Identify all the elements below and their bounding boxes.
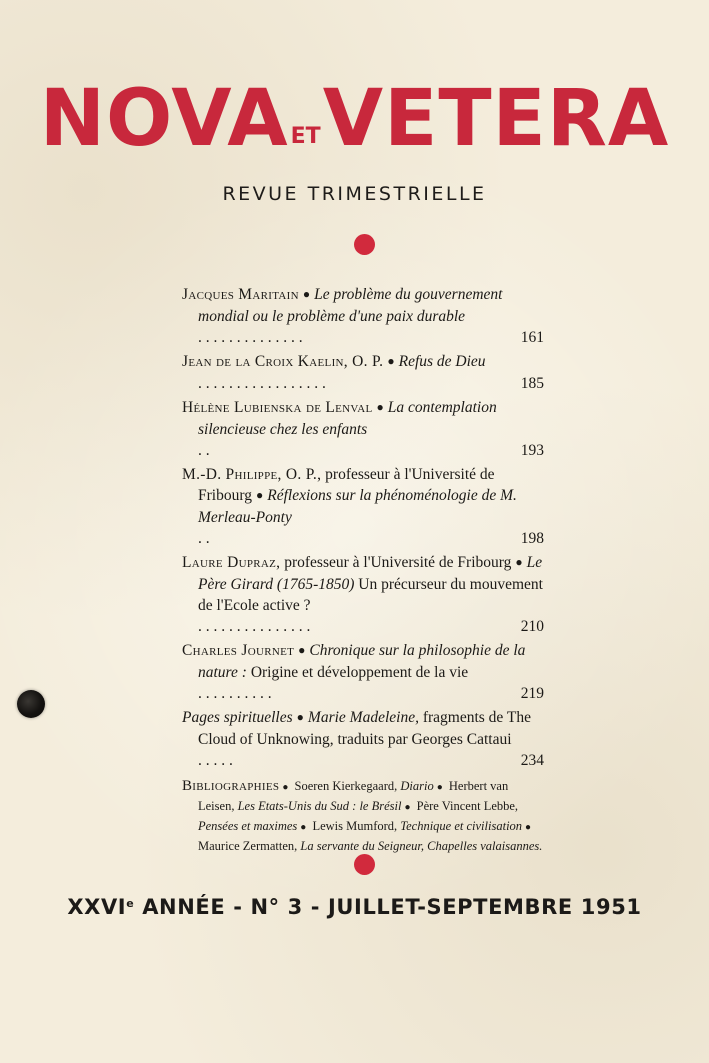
toc-leader-line (198, 750, 544, 771)
toc-dot-leader: . . . . . . . . . . (198, 685, 272, 702)
issue-info: ANNÉE - N° 3 - JUILLET-SEPTEMBRE 1951 (134, 895, 642, 919)
toc-entry (182, 397, 544, 461)
table-of-contents (182, 284, 544, 856)
bullet-icon: ● (404, 802, 411, 813)
toc-page-number: 193 (520, 442, 544, 459)
bullet-icon: ● (296, 710, 304, 724)
bullet-icon: ● (300, 822, 307, 833)
biblio-title: Pensées et maximes (198, 819, 298, 833)
toc-dot-leader: . . . . . . . . . . . . . . . (198, 618, 311, 635)
toc-entry (182, 640, 544, 704)
toc-entry (182, 284, 544, 348)
toc-article-title: La contemplation silencieuse chez les enfants (198, 399, 497, 438)
biblio-title: La servante du Seigneur, Chapelles valaisannes. (300, 839, 543, 853)
toc-article-title: Le Père Girard (1765-1850) (198, 554, 543, 593)
toc-article-subtitle: Origine et développement de la vie (250, 664, 469, 681)
toc-dot-leader: . . . . . (198, 752, 233, 769)
toc-author: Laure Dupraz, (182, 554, 281, 571)
biblio-title: Les Etats-Unis du Sud : le Brésil (237, 799, 402, 813)
biblio-author: Herbert van Leisen, (198, 779, 509, 813)
bullet-icon: ● (298, 643, 306, 657)
bullet-icon: ● (515, 555, 523, 569)
title-vetera: VETERA (322, 74, 670, 164)
toc-author: Jean de la Croix Kaelin, O. P. (182, 353, 384, 370)
bullet-icon: ● (302, 287, 311, 301)
toc-article-title: Refus de Dieu (398, 353, 486, 370)
toc-page-number: 185 (520, 375, 544, 392)
toc-leader-line (198, 616, 544, 637)
biblio-author: Lewis Mumford, (312, 819, 398, 833)
toc-leader-line (198, 528, 544, 549)
bullet-icon: ● (376, 400, 384, 414)
toc-article-title: Marie Madeleine, (307, 709, 419, 726)
title-nova: NOVA (39, 74, 289, 164)
biblio-title: Technique et civilisation (400, 819, 523, 833)
title-et: ET (290, 124, 321, 149)
volume-number: XXVI (67, 895, 127, 919)
toc-leader-line (198, 683, 544, 704)
toc-dot-leader: . . (198, 530, 210, 547)
toc-affiliation: professeur à l'Université de Fribourg (284, 554, 512, 571)
toc-entry (182, 552, 544, 637)
toc-author: Jacques Maritain (182, 286, 299, 303)
bibliographies (182, 777, 544, 856)
toc-page-number: 161 (520, 329, 544, 346)
biblio-author: Soeren Kierkegaard, (294, 779, 398, 793)
biblio-title: Diario (400, 779, 434, 793)
toc-page-number: 198 (520, 530, 544, 547)
journal-subtitle: REVUE TRIMESTRIELLE (222, 183, 487, 205)
toc-entry (182, 351, 544, 394)
bullet-icon: ● (525, 822, 532, 833)
toc-page-number: 234 (520, 752, 544, 769)
toc-dot-leader: . . (198, 442, 210, 459)
toc-affiliation: professeur à l'Université de Fribourg (198, 466, 495, 504)
toc-section-title: Pages spirituelles (182, 709, 293, 726)
toc-article-title: Réflexions sur la phénoménologie de M. Merleau-Ponty (198, 487, 517, 526)
toc-leader-line (198, 373, 544, 394)
toc-leader-line (198, 440, 544, 461)
toc-entry (182, 707, 544, 771)
punch-hole (17, 690, 45, 718)
toc-article-subtitle: Un précurseur du mouvement de l'Ecole active ? (198, 576, 543, 614)
biblio-author: Père Vincent Lebbe, (416, 799, 519, 813)
toc-dot-leader: . . . . . . . . . . . . . . (198, 329, 303, 346)
toc-leader-line (198, 327, 544, 348)
toc-dot-leader: . . . . . . . . . . . . . . . . . (198, 375, 326, 392)
bullet-icon: ● (282, 782, 289, 793)
red-dot-ornament-bottom (354, 854, 375, 875)
bullet-icon: ● (436, 782, 443, 793)
biblio-author: Maurice Zermatten, (198, 839, 298, 853)
bullet-icon: ● (387, 354, 395, 368)
bibliographies-heading: Bibliographies (182, 778, 280, 794)
toc-author: M.-D. Philippe, O. P., (182, 466, 322, 483)
toc-page-number: 210 (520, 618, 544, 635)
red-dot-ornament-top (354, 234, 375, 255)
toc-entry (182, 464, 544, 549)
journal-title (0, 74, 709, 164)
toc-author: Charles Journet (182, 642, 295, 659)
toc-article-subtitle: fragments de The Cloud of Unknowing, traduits par Georges Cattaui (198, 709, 532, 748)
volume-superscript: e (126, 897, 135, 910)
issue-footer (0, 895, 709, 919)
toc-page-number: 219 (520, 685, 544, 702)
bullet-icon: ● (255, 488, 264, 502)
toc-article-title: Le problème du gouvernement mondial ou le problème d'une paix durable (198, 286, 503, 325)
toc-author: Hélène Lubienska de Lenval (182, 399, 373, 416)
toc-article-title: Chronique sur la philosophie de la nature : (198, 642, 526, 681)
